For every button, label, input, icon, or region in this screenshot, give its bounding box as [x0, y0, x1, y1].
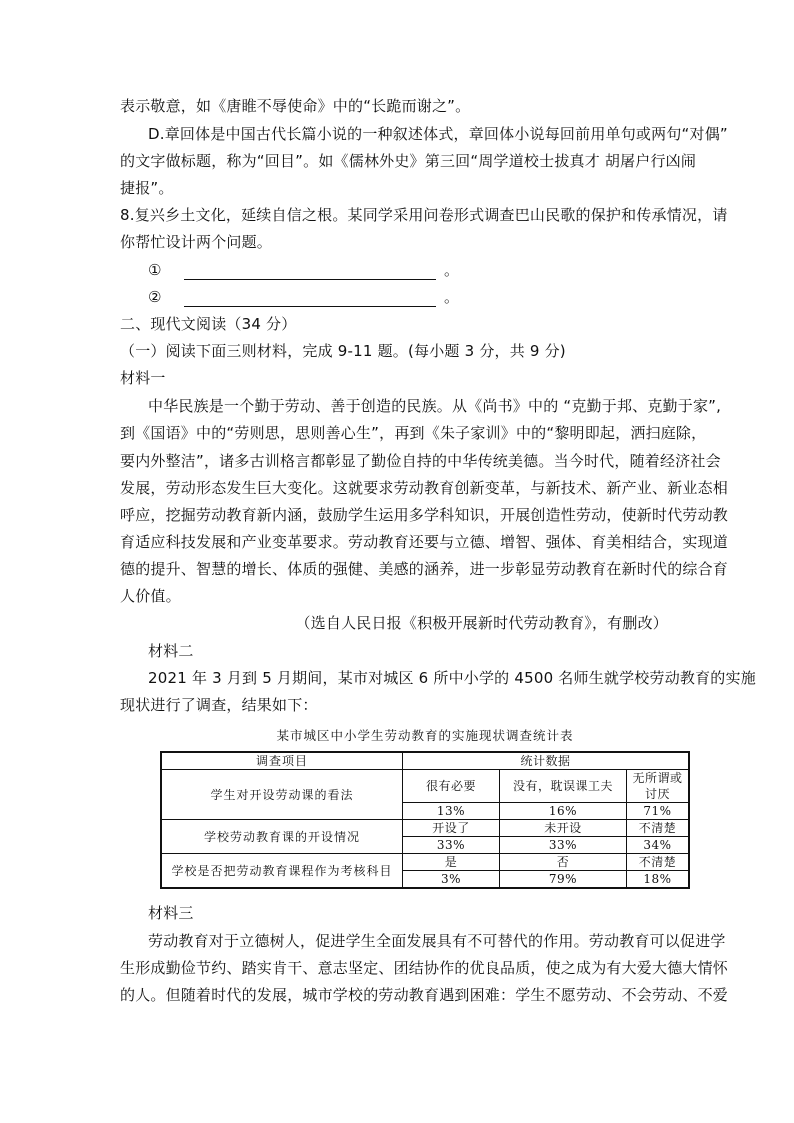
blank-number: ②	[148, 288, 162, 306]
paragraph-line: 要内外整洁”，诸多古训格言都彰显了勤俭自持的中华传统美德。当今时代，随着经济社会	[120, 452, 721, 470]
option-cell: 没有，耽误课工夫	[500, 770, 627, 803]
row-topic: 学生对开设劳动课的看法	[161, 770, 403, 820]
paragraph-line: 到《国语》中的“劳则思，思则善心生”，再到《朱子家训》中的“黎明即起，洒扫庭除，	[120, 424, 707, 442]
question-8-cont: 你帮忙设计两个问题。	[120, 233, 273, 251]
value-cell: 34%	[627, 837, 690, 854]
value-cell: 3%	[403, 871, 500, 889]
option-d-line: D.章回体是中国古代长篇小说的一种叙述体式，章回体小说每回前用单句或两句“对偶”	[148, 125, 728, 143]
option-cell: 开设了	[403, 820, 500, 837]
question-8: 8.复兴乡土文化，延续自信之根。某同学采用问卷形式调查巴山民歌的保护和传承情况，请	[120, 206, 728, 224]
option-cell: 无所谓或讨厌	[627, 770, 690, 803]
answer-blank-1[interactable]	[148, 260, 459, 280]
material-2-title: 材料二	[148, 642, 194, 660]
value-cell: 71%	[627, 803, 690, 820]
paragraph-line: 的人。但随着时代的发展，城市学校的劳动教育遇到困难：学生不愿劳动、不会劳动、不爱	[120, 986, 729, 1004]
row-topic: 学校劳动教育课的开设情况	[161, 820, 403, 854]
option-cell: 很有必要	[403, 770, 500, 803]
text-line: 捷报”。	[120, 179, 174, 197]
material-1-title: 材料一	[120, 369, 166, 387]
paragraph-line: 发展，劳动形态发生巨大变化。这就要求劳动教育创新变革，与新技术、新产业、新业态相	[120, 479, 729, 497]
answer-line[interactable]	[184, 263, 436, 280]
paragraph-line: 人价值。	[120, 587, 181, 605]
material-1-source: （选自人民日报《积极开展新时代劳动教育》，有删改）	[295, 614, 668, 632]
paragraph-line: 现状进行了调查，结果如下：	[120, 696, 318, 714]
header-topic: 调查项目	[161, 752, 403, 770]
paragraph-line: 中华民族是一个勤于劳动、善于创造的民族。从《尚书》中的 “克勤于邦、克勤于家”,	[148, 397, 722, 415]
option-cell: 不清楚	[627, 854, 690, 871]
table-row	[161, 820, 689, 837]
value-cell: 16%	[500, 803, 627, 820]
table-row	[161, 854, 689, 871]
paragraph-line: 德的提升、智慧的增长、体质的强健、美感的涵养，进一步彰显劳动教育在新时代的综合育	[120, 560, 729, 578]
answer-blank-2[interactable]	[148, 287, 459, 307]
paragraph-line: 生形成勤俭节约、踏实肯干、意志坚定、团结协作的优良品质，使之成为有大爱大德大情怀	[120, 959, 729, 977]
blank-end: 。	[444, 288, 460, 306]
option-cell: 未开设	[500, 820, 627, 837]
header-stats: 统计数据	[403, 752, 690, 770]
value-cell: 33%	[403, 837, 500, 854]
answer-line[interactable]	[184, 290, 436, 307]
paragraph-line: 呼应，挖掘劳动教育新内涵，鼓励学生运用多学科知识，开展创造性劳动，使新时代劳动教	[120, 506, 729, 524]
blank-end: 。	[444, 261, 460, 279]
option-cell: 是	[403, 854, 500, 871]
table-header-row	[161, 752, 689, 770]
option-cell: 不清楚	[627, 820, 690, 837]
paragraph-line: 2021 年 3 月到 5 月期间，某市对城区 6 所中小学的 4500 名师生就学校劳动教育的实施	[148, 669, 756, 687]
value-cell: 79%	[500, 871, 627, 889]
table-row	[161, 770, 689, 803]
paragraph-line: 劳动教育对于立德树人，促进学生全面发展具有不可替代的作用。劳动教育可以促进学	[148, 932, 726, 950]
text-line: 表示敬意，如《唐睢不辱使命》中的“长跪而谢之”。	[120, 97, 471, 115]
survey-table	[160, 751, 690, 889]
blank-number: ①	[148, 261, 162, 279]
table-title: 某市城区中小学生劳动教育的实施现状调查统计表	[276, 728, 574, 743]
section-instructions: （一）阅读下面三则材料，完成 9-11 题。(每小题 3 分，共 9 分)	[120, 342, 566, 360]
value-cell: 18%	[627, 871, 690, 889]
text-line: 的文字做标题，称为“回目”。如《儒林外史》第三回“周学道校士拔真才 胡屠户行凶闹	[120, 152, 697, 170]
material-3-title: 材料三	[148, 904, 194, 922]
paragraph-line: 育适应科技发展和产业变革要求。劳动教育还要与立德、增智、强体、育美相结合，实现道	[120, 533, 729, 551]
section-heading: 二、现代文阅读（34 分）	[120, 315, 297, 333]
option-cell: 否	[500, 854, 627, 871]
value-cell: 13%	[403, 803, 500, 820]
row-topic: 学校是否把劳动教育课程作为考核科目	[161, 854, 403, 889]
value-cell: 33%	[500, 837, 627, 854]
